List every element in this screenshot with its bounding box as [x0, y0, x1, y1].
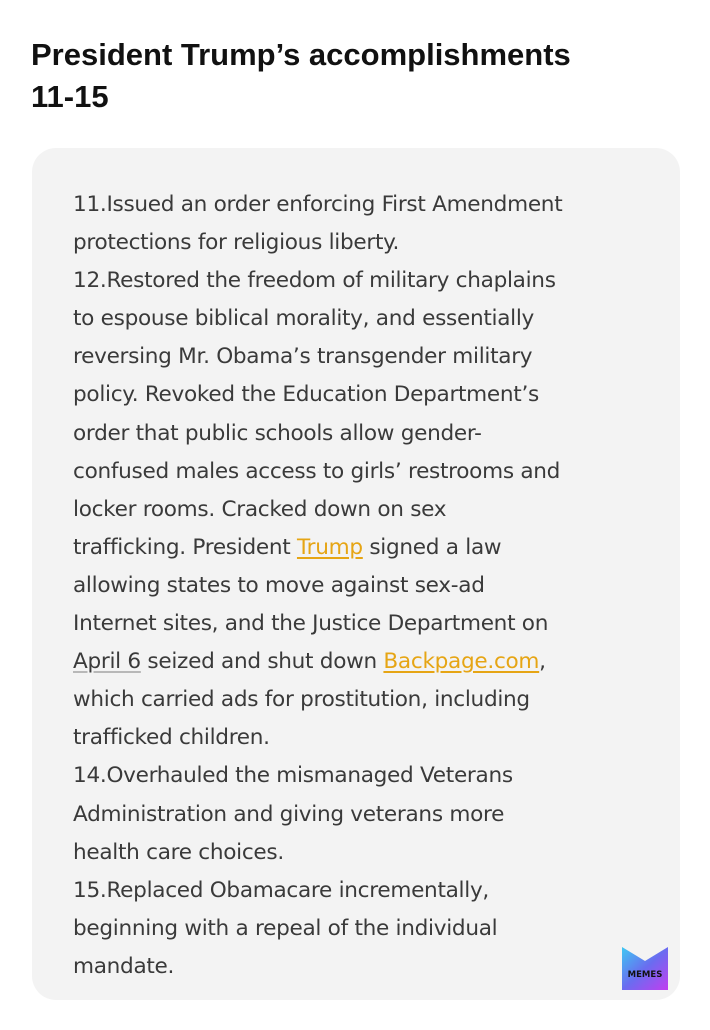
note-line: 14.Overhauled the mismanaged Veterans: [73, 763, 513, 789]
note-line: to espouse biblical morality, and essentially: [73, 306, 535, 332]
note-line: allowing states to move against sex-ad: [73, 572, 485, 598]
note-line: locker rooms. Cracked down on sex: [73, 496, 447, 522]
watermark-text: MEMES: [627, 970, 663, 980]
note-line: protections for religious liberty.: [73, 230, 400, 256]
note-line: 12.Restored the freedom of military chaplains: [73, 268, 556, 294]
note-line: Internet sites, and the Justice Department on: [73, 611, 549, 637]
memes-logo-icon: [622, 947, 668, 990]
note-body: [73, 186, 673, 986]
trump-link[interactable]: Trump: [296, 534, 363, 560]
note-line: trafficked children.: [73, 725, 270, 751]
note-line: order that public schools allow gender-: [73, 420, 482, 446]
note-text: trafficking. President: [73, 534, 297, 560]
note-line: 15.Replaced Obamacare incrementally,: [73, 877, 489, 903]
note-line: mandate.: [73, 953, 175, 979]
note-text: seized and shut down: [140, 649, 384, 675]
note-line: [73, 643, 673, 681]
note-text: ,: [539, 649, 546, 675]
meme-caption: [31, 34, 671, 118]
caption-line-1: President Trump’s accomplishments: [31, 37, 571, 72]
date-link[interactable]: April 6: [73, 649, 141, 675]
note-line: 11.Issued an order enforcing First Amendment: [73, 192, 563, 217]
note-line: beginning with a repeal of the individual: [73, 915, 498, 941]
note-line: Administration and giving veterans more: [73, 801, 505, 827]
note-line: reversing Mr. Obama’s transgender military: [73, 344, 533, 370]
note-line: [73, 529, 673, 567]
caption-line-2: 11-15: [31, 79, 109, 114]
note-text: signed a law: [362, 534, 502, 560]
note-screenshot-card: [32, 148, 680, 1000]
note-line: health care choices.: [73, 839, 284, 865]
backpage-link[interactable]: Backpage.com: [383, 649, 540, 675]
note-line: policy. Revoked the Education Department’s: [73, 382, 539, 408]
note-line: which carried ads for prostitution, including: [73, 687, 530, 713]
note-line: confused males access to girls’ restrooms and: [73, 458, 561, 484]
